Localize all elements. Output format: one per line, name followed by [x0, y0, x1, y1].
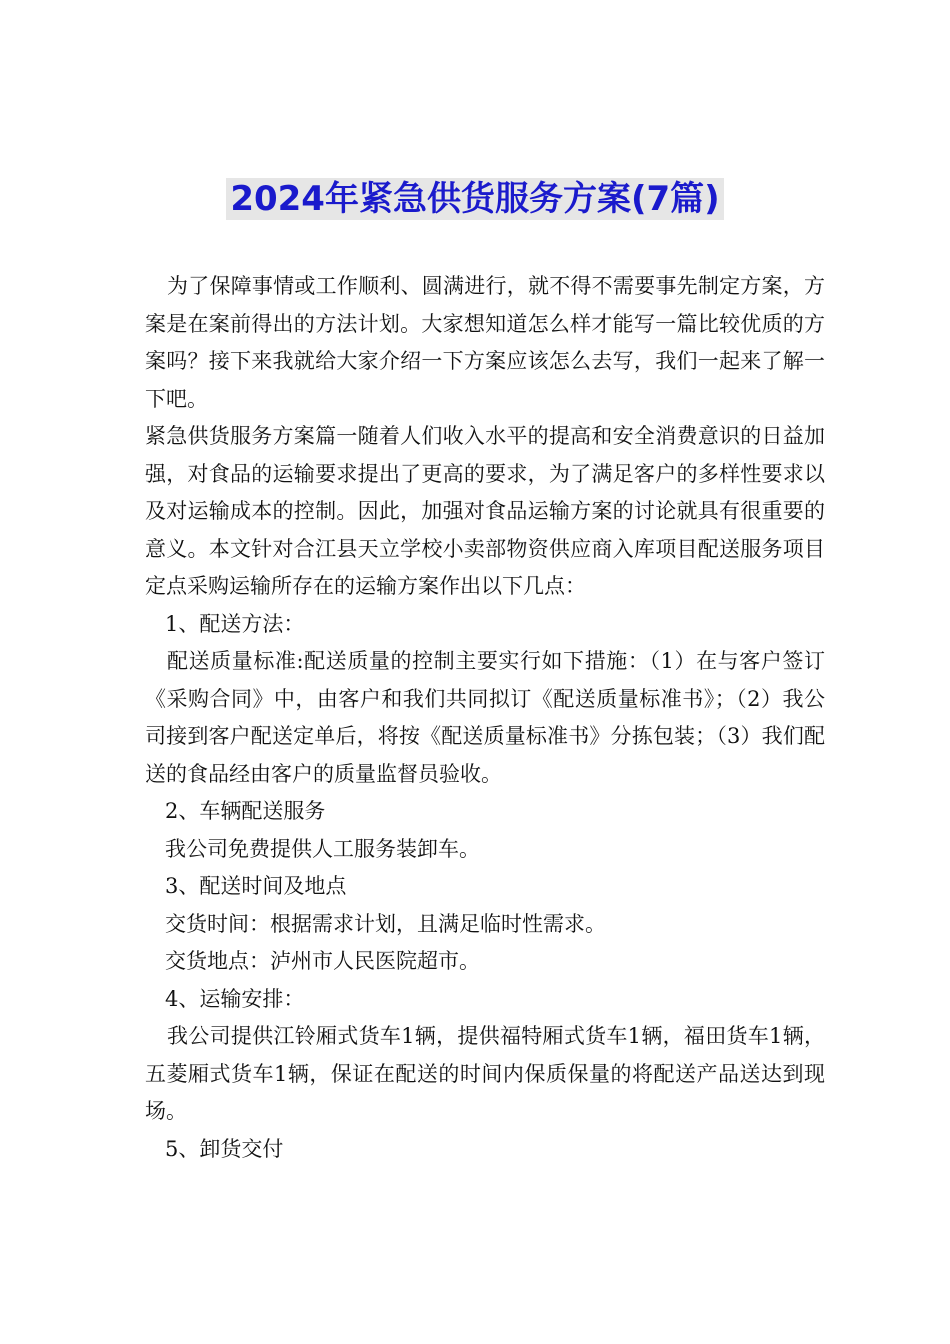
document-title: 2024年紧急供货服务方案(7篇) [226, 178, 723, 220]
heading-transport-arrangement: 4、运输安排： [165, 986, 305, 1011]
paragraph-delivery-time: 交货时间：根据需求计划，且满足临时性需求。 [165, 911, 606, 936]
paragraph-delivery-location: 交货地点：泸州市人民医院超市。 [165, 949, 480, 973]
heading-time-location: 3、配送时间及地点 [165, 874, 347, 898]
heading-delivery-method: 1、配送方法： [165, 611, 305, 636]
heading-unloading: 5、卸货交付 [165, 1136, 284, 1161]
paragraph-plan-one: 紧急供货服务方案篇一随着人们收入水平的提高和安全消费意识的日益加强，对食品的运输要求提出了更高的要求，为了满足客户的多样性要求以及对运输成本的控制。因此，加强对食品运输方案的讨论就具有很重要的意义。本文针对合江县天立学校小卖部物资供应商入库项目配送服务项目定点采购运输所存在的运输方案作出以下几点： [145, 424, 825, 598]
paragraph-loading-service: 我公司免费提供人工服务装卸车。 [165, 836, 480, 861]
paragraph-quality-standard: 配送质量标准:配送质量的控制主要实行如下措施：（1）在与客户签订《采购合同》中，由客户和我们共同拟订《配送质量标准书》；（2）我公司接到客户配送定单后，将按《配送质量标准书》分拣包装；（3）我们配送的食品经由客户的质量监督员验收。 [145, 649, 825, 786]
paragraph-intro: 为了保障事情或工作顺利、圆满进行，就不得不需要事先制定方案，方案是在案前得出的方法计划。大家想知道怎么样才能写一篇比较优质的方案吗？接下来我就给大家介绍一下方案应该怎么去写，我们一起来了解一下吧。 [145, 274, 825, 411]
document-body [145, 268, 825, 1168]
heading-vehicle-service: 2、车辆配送服务 [165, 799, 326, 823]
paragraph-vehicles: 我公司提供江铃厢式货车1辆，提供福特厢式货车1辆，福田货车1辆，五菱厢式货车1辆，保证在配送的时间内保质保量的将配送产品送达到现场。 [145, 1024, 825, 1123]
title-container [0, 178, 950, 220]
